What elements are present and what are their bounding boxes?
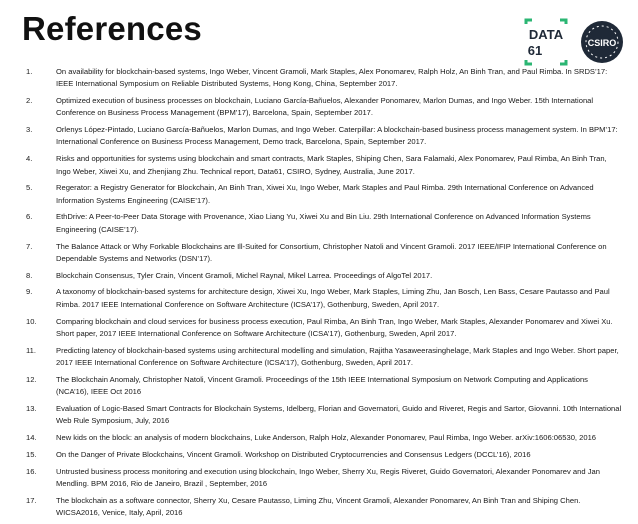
- reference-item: [26, 66, 622, 91]
- reference-number: 16.: [26, 466, 37, 476]
- reference-text: On availability for blockchain-based systems, Ingo Weber, Vincent Gramoli, Mark Staples, Alex Ponomarev, Ralph Holz, An Binh Tran, and Paul Rimba. In SRDS’17: IEEE International Symposium on Reliable Distributed Systems, Hong Kong, China, September 2017.: [56, 67, 608, 89]
- reference-number: 1.: [26, 67, 33, 76]
- reference-text: Optimized execution of business processes on blockchain, Luciano García-Bañuelos, Alexander Ponomarev, Marlon Dumas, and Ingo Weber. 15th International Conference on Business Process Management (BPM’17), Barcelona, Spain, September 2017.: [56, 96, 594, 118]
- reference-item: [26, 211, 622, 236]
- reference-number: 14.: [26, 432, 37, 442]
- reference-number: 10.: [26, 316, 37, 326]
- reference-number: 8.: [26, 270, 33, 280]
- reference-text: The blockchain as a software connector, Sherry Xu, Cesare Pautasso, Liming Zhu, Vincent Gramoli, Alexander Ponomarev, An Binh Tran and Shiping Chen. WICSA2016, Venice, Italy, April, 2016: [56, 495, 581, 517]
- reference-text: Blockchain Consensus, Tyler Crain, Vincent Gramoli, Michel Raynal, Mikel Larrea. Proceedings of AlgoTel 2017.: [56, 270, 433, 280]
- reference-number: 7.: [26, 241, 33, 251]
- reference-number: 5.: [26, 183, 33, 193]
- reference-number: 9.: [26, 287, 33, 297]
- csiro-logo-icon: [580, 20, 624, 64]
- reference-text: The Balance Attack or Why Forkable Blockchains are Ill-Suited for Consortium, Christopher Natoli and Vincent Gramoli. 2017 IEEE/IFIP International Conference on Dependable Systems and Networks (DSN’17).: [56, 241, 607, 263]
- reference-number: 4.: [26, 154, 33, 164]
- reference-item: [26, 124, 622, 149]
- reference-text: New kids on the block: an analysis of modern blockchains, Luke Anderson, Ralph Holz, Alexander Ponomarev, Paul Rimba, Ingo Weber. arXiv:1606:06530, 2016: [56, 432, 597, 442]
- reference-number: 12.: [26, 374, 37, 384]
- references-list: [26, 66, 622, 524]
- reference-number: 6.: [26, 212, 33, 222]
- reference-text: Predicting latency of blockchain-based systems using architectural modelling and simulation, Rajitha Yasaweerasinghelage, Mark Staples and Ingo Weber. Short paper, 2017 IEEE International Conference on Software Architecture (ICSA’17), Gothenburg, Sweden, April 2017.: [56, 345, 619, 367]
- reference-item: [26, 449, 622, 461]
- reference-number: 11.: [26, 345, 36, 355]
- reference-text: EthDrive: A Peer-to-Peer Data Storage with Provenance, Xiao Liang Yu, Xiwei Xu and Bin Liu. 29th International Conference on Advanced Information Systems Engineering (CAISE’17).: [56, 212, 591, 234]
- reference-text: Evaluation of Logic-Based Smart Contracts for Blockchain Systems, Idelberg, Florian and Governatori, Guido and Riveret, Regis and Sartor, Giovanni. 10th International Web Rule Symposium, July, 2016: [56, 403, 622, 426]
- reference-item: [26, 374, 622, 399]
- reference-item: [26, 286, 622, 311]
- reference-item: [26, 270, 622, 282]
- page-title: References: [22, 10, 202, 47]
- data61-line2: 61: [527, 43, 543, 58]
- reference-text: Untrusted business process monitoring and execution using blockchain, Ingo Weber, Sherry Xu, Regis Riveret, Guido Governatori, Alexander Ponomarev and Jan Mendling. BPM 2016, Rio de Janeiro, Brazil , September, 2016: [56, 466, 600, 488]
- data61-logo-icon: [518, 18, 574, 66]
- reference-item: [26, 241, 622, 266]
- reference-number: 2.: [26, 96, 33, 106]
- reference-item: [26, 403, 622, 428]
- reference-number: 17.: [26, 495, 37, 505]
- reference-text: Regerator: a Registry Generator for Blockchain, An Binh Tran, Xiwei Xu, Ingo Weber, Mark Staples and Paul Rimba. 29th International Conference on Advanced Information Systems Engineering (CAISE’17).: [56, 183, 594, 205]
- reference-item: [26, 182, 622, 207]
- reference-item: [26, 345, 622, 370]
- reference-text: Comparing blockchain and cloud services for business process execution, Paul Rimba, An Binh Tran, Ingo Weber, Mark Staples, Alexander Ponomarev and Xiwei Xu. Short paper, 2017 IEEE International Conference on Software Architecture (ICSA’17), Gothenburg, Sweden, April 2017.: [56, 316, 613, 338]
- csiro-logo-text: CSIRO: [587, 38, 617, 48]
- reference-number: 15.: [26, 449, 37, 459]
- data61-line1: DATA: [528, 27, 564, 42]
- reference-item: [26, 95, 622, 120]
- logo-group: [518, 18, 630, 66]
- reference-item: [26, 316, 622, 341]
- reference-item: [26, 495, 622, 520]
- reference-number: 13.: [26, 403, 37, 413]
- reference-text: Risks and opportunities for systems using blockchain and smart contracts, Mark Staples, Shiping Chen, Sara Falamaki, Alex Ponomarev, Paul Rimba, An Binh Tran, Ingo Weber, Xiwei Xu, and Zhenjiang Zhu. Technical report, Data61, CSIRO, Sydney, Australia, June 2017.: [56, 154, 607, 176]
- reference-item: [26, 153, 622, 178]
- reference-text: The Blockchain Anomaly, Christopher Natoli, Vincent Gramoli. Proceedings of the 15th IEEE International Symposium on Network Computing and Applications (NCA’16), IEEE Oct 2016: [56, 374, 588, 397]
- reference-number: 3.: [26, 125, 33, 135]
- reference-text: Orlenys López-Pintado, Luciano García-Bañuelos, Marlon Dumas, and Ingo Weber. Caterpillar: A blockchain-based business process management system. In BPM’17: International Conference on Business Process Management, Demo track, Barcelona, Spain, September 2017.: [56, 125, 618, 147]
- reference-text: On the Danger of Private Blockchains, Vincent Gramoli. Workshop on Distributed Cryptocurrencies and Consensus Ledgers (DCCL’16), 2016: [56, 449, 531, 459]
- reference-item: [26, 432, 622, 444]
- reference-text: A taxonomy of blockchain-based systems for architecture design, Xiwei Xu, Ingo Weber, Mark Staples, Liming Zhu, Jan Bosch, Len Bass, Cesare Pautasso and Paul Rimba. 2017 IEEE International Conference on Software Architecture (ICSA’17), Gothenburg, Sweden, April 2017.: [56, 287, 610, 309]
